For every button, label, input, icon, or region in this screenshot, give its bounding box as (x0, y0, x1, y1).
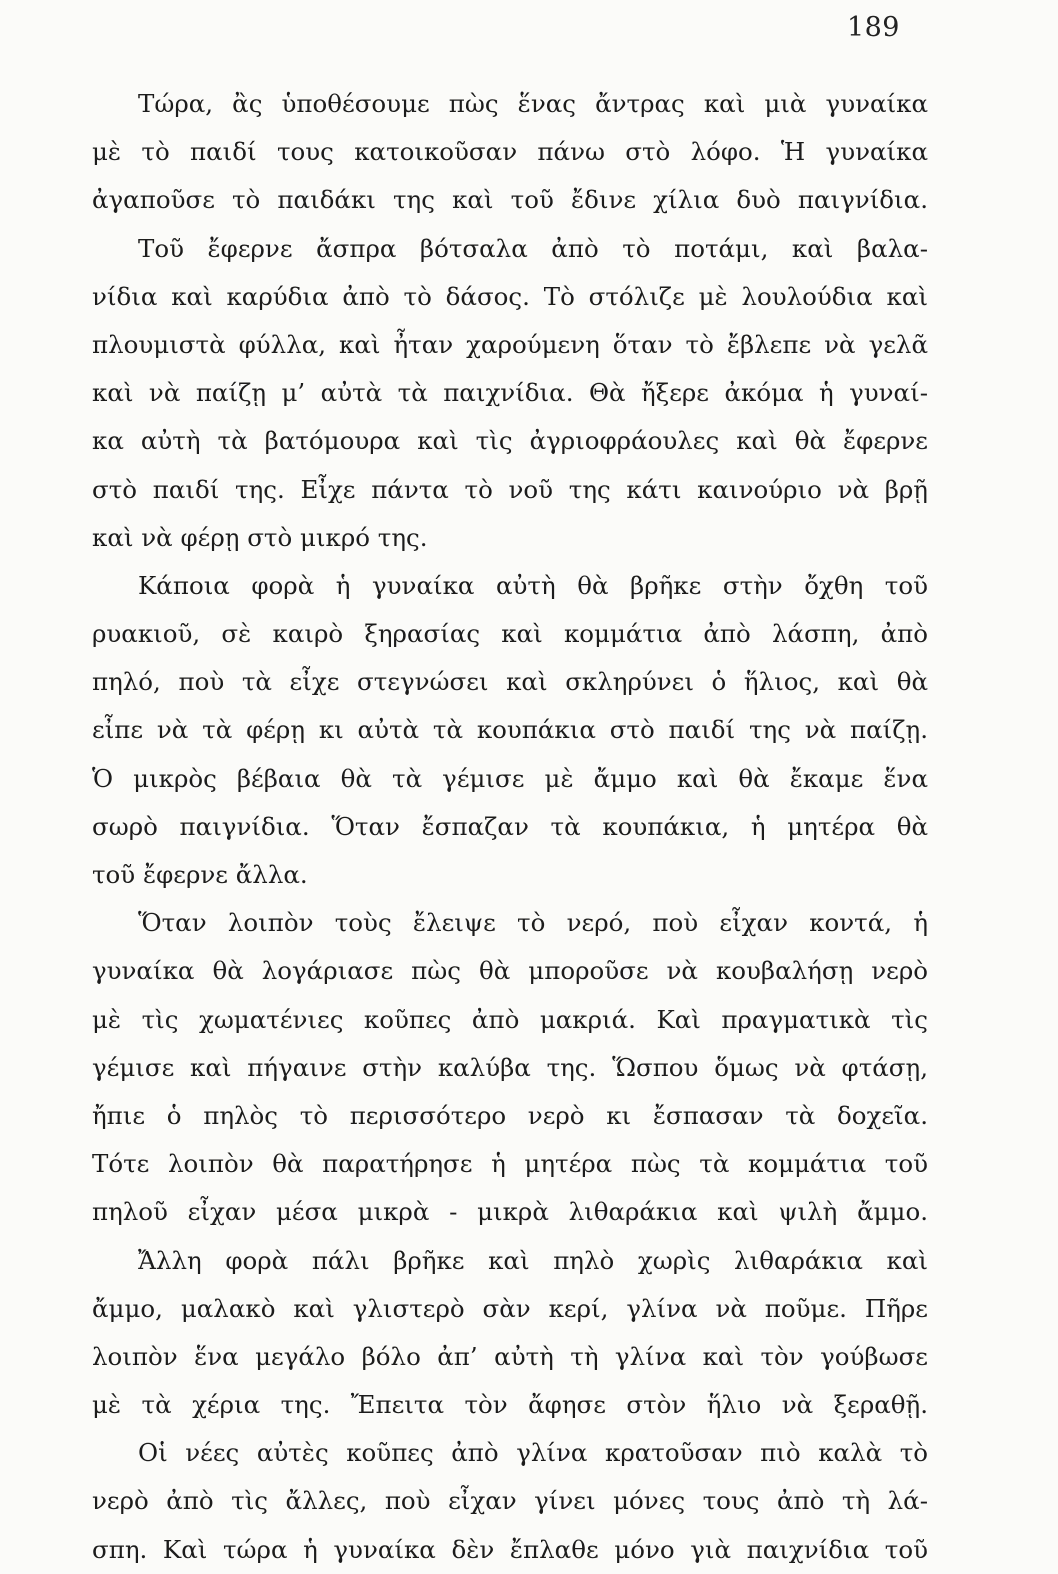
text-line: Τώρα, ἂς ὑποθέσουμε πὼς ἕνας ἄντρας καὶ μιὰ γυναίκα (138, 89, 928, 118)
text-line: εἶπε νὰ τὰ φέρῃ κι αὐτὰ τὰ κουπάκια στὸ παιδί της νὰ παίζῃ. (92, 715, 928, 745)
text-line: γυναίκα θὰ λογάριασε πὼς θὰ μποροῦσε νὰ κουβαλήσῃ νερὸ (92, 956, 928, 986)
text-line: σπη. Καὶ τώρα ἡ γυναίκα δὲν ἔπλαθε μόνο γιὰ παιχνίδια τοῦ (92, 1534, 928, 1564)
text-line: κα αὐτὴ τὰ βατόμουρα καὶ τὶς ἀγριοφράουλες καὶ θὰ ἔφερνε (92, 426, 928, 456)
text-line: γέμισε καὶ πήγαινε στὴν καλύβα της. Ὥσπου ὅμως νὰ φτάσῃ, (92, 1052, 928, 1082)
text-line: Ὅταν λοιπὸν τοὺς ἔλειψε τὸ νερό, ποὺ εἶχαν κοντά, ἡ (138, 908, 928, 938)
text-line: Ἄλλη φορὰ πάλι βρῆκε καὶ πηλὸ χωρὶς λιθαράκια καὶ (138, 1245, 928, 1275)
paragraph (92, 80, 928, 225)
text-line: καὶ νὰ παίζῃ μ’ αὐτὰ τὰ παιχνίδια. Θὰ ἤξερε ἀκόμα ἡ γυναί- (92, 378, 928, 408)
text-line: Τότε λοιπὸν θὰ παρατήρησε ἡ μητέρα πὼς τὰ κομμάτια τοῦ (92, 1149, 928, 1179)
text-line: μὲ τὶς χωματένιες κοῦπες ἀπὸ μακριά. Καὶ πραγματικὰ τὶς (92, 1004, 928, 1034)
page-number: 189 (846, 12, 900, 43)
text-line: καὶ νὰ φέρῃ στὸ μικρό της. (92, 522, 428, 552)
text-line: λοιπὸν ἕνα μεγάλο βόλο ἀπ’ αὐτὴ τὴ γλίνα καὶ τὸν γούβωσε (92, 1341, 928, 1371)
paragraph (92, 899, 928, 1236)
text-line: Ὁ μικρὸς βέβαια θὰ τὰ γέμισε μὲ ἄμμο καὶ θὰ ἔκαμε ἕνα (92, 763, 928, 793)
text-line: ἤπιε ὁ πηλὸς τὸ περισσότερο νερὸ κι ἔσπασαν τὰ δοχεῖα. (92, 1100, 928, 1130)
body-text (92, 80, 928, 1574)
text-line: Κάποια φορὰ ἡ γυναίκα αὐτὴ θὰ βρῆκε στὴν ὄχθη τοῦ (138, 570, 928, 600)
text-line: νερὸ ἀπὸ τὶς ἄλλες, ποὺ εἶχαν γίνει μόνες τους ἀπὸ τὴ λά- (92, 1486, 928, 1516)
text-line: τοῦ ἔφερνε ἄλλα. (92, 860, 308, 889)
text-line: πηλοῦ εἶχαν μέσα μικρὰ - μικρὰ λιθαράκια καὶ ψιλὴ ἄμμο. (92, 1197, 928, 1227)
text-line: μὲ τὰ χέρια της. Ἔπειτα τὸν ἄφησε στὸν ἥλιο νὰ ξεραθῇ. (92, 1390, 928, 1420)
text-line: Οἱ νέες αὐτὲς κοῦπες ἀπὸ γλίνα κρατοῦσαν πιὸ καλὰ τὸ (138, 1438, 928, 1468)
paragraph (92, 562, 928, 899)
text-line: πλουμιστὰ φύλλα, καὶ ἦταν χαρούμενη ὅταν τὸ ἔβλεπε νὰ γελᾶ (92, 329, 928, 359)
paragraph (92, 1237, 928, 1430)
text-line: Τοῦ ἔφερνε ἄσπρα βότσαλα ἀπὸ τὸ ποτάμι, καὶ βαλα- (138, 233, 928, 263)
text-line: στὸ παιδί της. Εἶχε πάντα τὸ νοῦ της κάτι καινούριο νὰ βρῇ (92, 474, 928, 504)
text-line: ἄμμο, μαλακὸ καὶ γλιστερὸ σὰν κερί, γλίνα νὰ ποῦμε. Πῆρε (92, 1293, 928, 1323)
text-line: μὲ τὸ παιδί τους κατοικοῦσαν πάνω στὸ λόφο. Ἡ γυναίκα (92, 137, 928, 167)
text-line: πηλό, ποὺ τὰ εἶχε στεγνώσει καὶ σκληρύνει ὁ ἥλιος, καὶ θὰ (92, 667, 928, 697)
paragraph (92, 1429, 928, 1574)
text-line: ρυακιοῦ, σὲ καιρὸ ξηρασίας καὶ κομμάτια ἀπὸ λάσπη, ἀπὸ (92, 619, 928, 649)
paragraph (92, 225, 928, 562)
text-line: ἀγαποῦσε τὸ παιδάκι της καὶ τοῦ ἔδινε χίλια δυὸ παιγνίδια. (92, 185, 928, 215)
text-line: σωρὸ παιγνίδια. Ὅταν ἔσπαζαν τὰ κουπάκια, ἡ μητέρα θὰ (92, 811, 928, 841)
text-line: νίδια καὶ καρύδια ἀπὸ τὸ δάσος. Τὸ στόλιζε μὲ λουλούδια καὶ (92, 281, 928, 311)
